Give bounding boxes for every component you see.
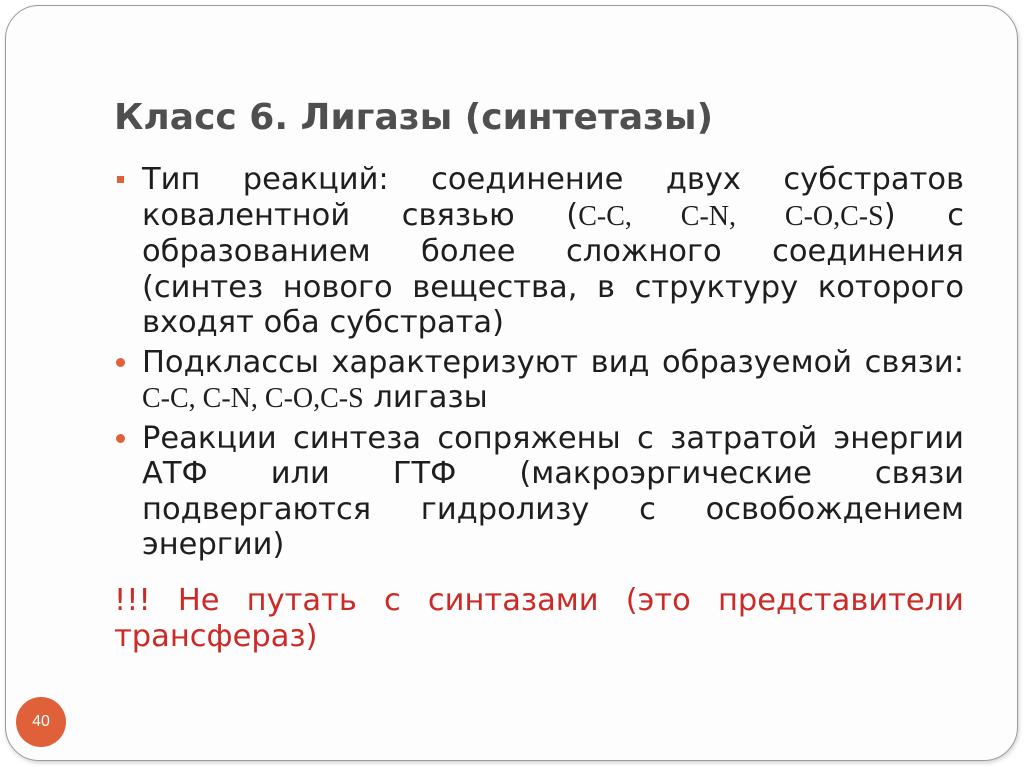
bullet-text: ) с образованием более сложного соединения (синтез нового вещества, в структуру которого входят оба субстрата) (142, 197, 964, 340)
bullet-item-subclasses (142, 345, 964, 417)
warning-note: !!! Не путать с синтазами (это представители трансфераз) (114, 583, 964, 654)
slide-title: Класс 6. Лигазы (синтетазы) (114, 97, 714, 138)
bullet-text: Реакции синтеза сопряжены с затратой энергии АТФ или ГТФ (макроэргические связи подвергаются гидролизу с освобождением энергии) (142, 420, 964, 562)
bond-types: C-C, C-N, C-O,C-S (142, 383, 364, 414)
bond-types: C-C, C-N, C-O,C-S (578, 200, 884, 232)
bullet-text: Подклассы характеризуют вид образуемой связи: (142, 344, 964, 380)
bullet-item-reaction-type (142, 162, 964, 341)
bullet-text: лигазы (363, 380, 488, 415)
page-number-badge (16, 697, 66, 747)
bullet-item-energy (142, 421, 964, 563)
bullet-list (142, 162, 964, 563)
page-number: 40 (32, 713, 50, 730)
square-bullet-icon (114, 162, 126, 198)
bullet-text: Тип реакций: соединение двух субстратов ковалентной связью ( (142, 162, 964, 233)
dot-bullet-icon (114, 421, 126, 457)
dot-bullet-icon (114, 345, 126, 381)
